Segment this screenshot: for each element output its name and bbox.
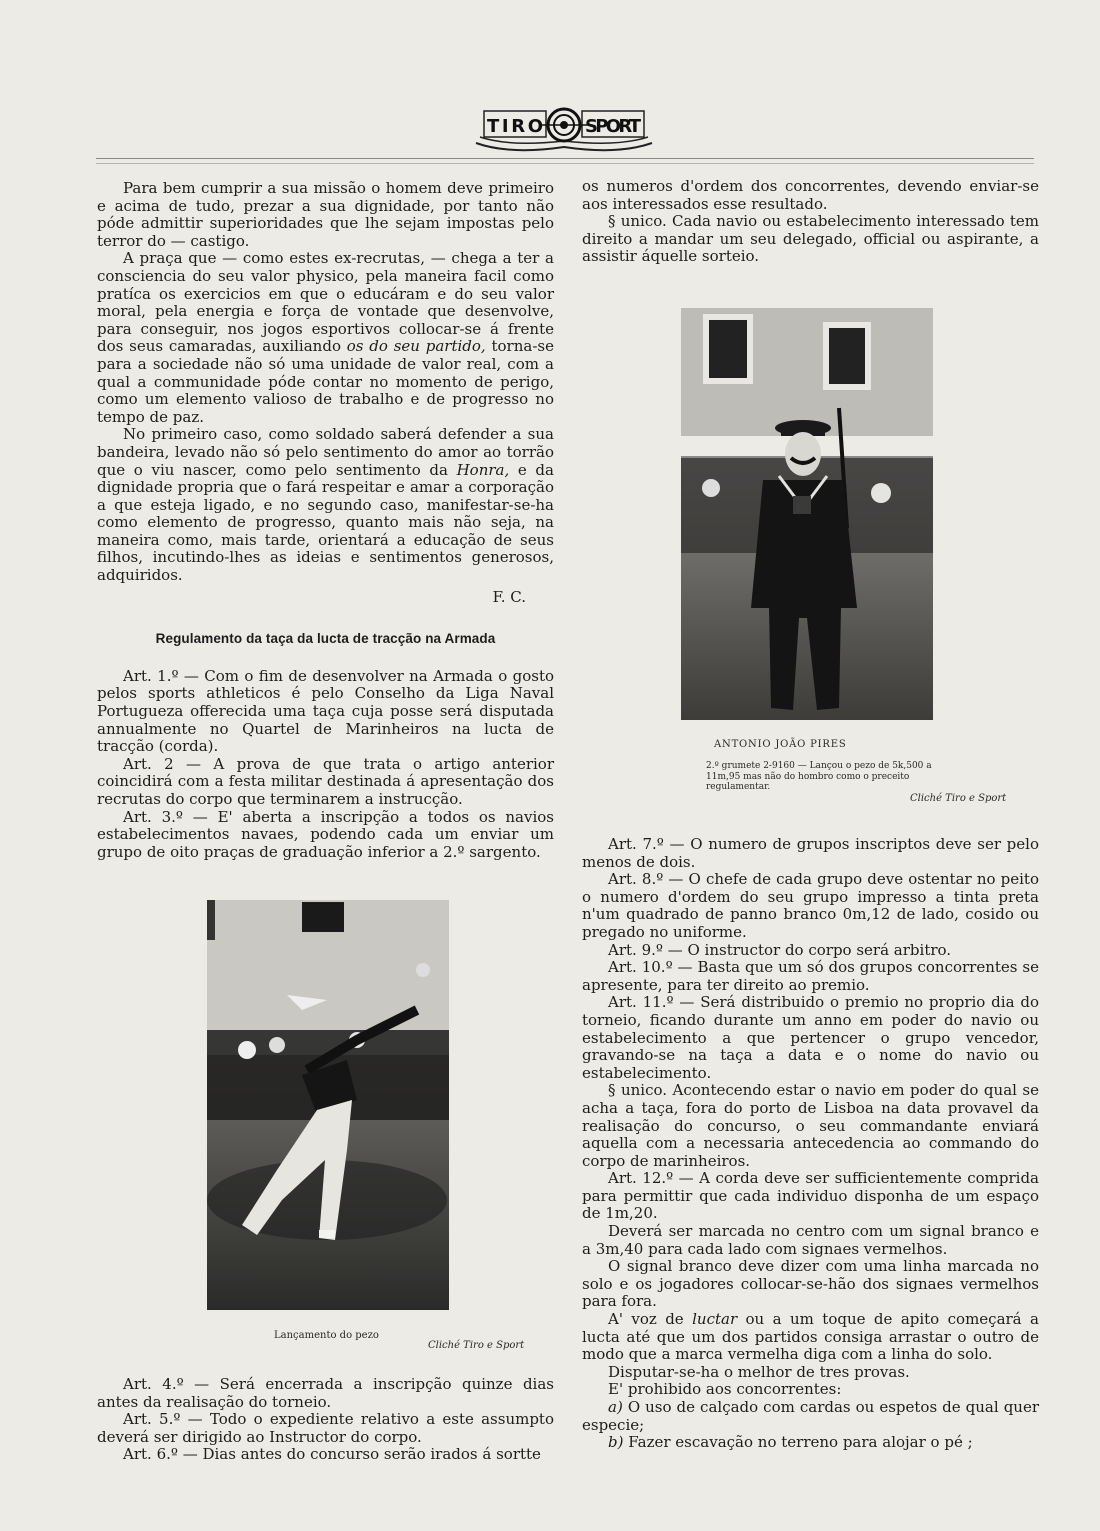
article: Art. 10.º — Basta que um só dos grupos concorrentes se apresente, para ter direito ao premio. [582,958,1039,994]
svg-text:SPORT: SPORT [585,116,641,137]
article: Art. 8.º — O chefe de cada grupo deve ostentar no peito o numero d'ordem do seu grupo impresso a tinta preta n'um quadrado de panno branco 0m,12 de lado, cosido ou pregado no uniforme. [582,870,1039,941]
paragraph: A' voz de luctar ou a um toque de apito começará a lucta até que um dos partidos consiga arrastar o outro de modo que a marca vermelha diga com a linha do solo. [582,1310,1039,1364]
photo-shot-put [207,900,449,1310]
paragraph: A praça que — como estes ex-recrutas, — chega a ter a consciencia do seu valor physico, pela maneira facil como pratíca os exercicios em que o educáram e do seu valor moral, pela energia e força de vontade que desenvolve, para conseguir, nos jogos esportivos collocar-se á frente dos seus camaradas, auxiliando os do seu partido, torna-se para a sociedade não só uma unidade de valor real, com a qual a communidade póde contar no momento de perigo, como um elemento valioso de trabalho e de progresso no tempo de paz. [97,249,554,426]
list-item: b) Fazer escavação no terreno para alojar o pé ; [608,1433,973,1452]
paragraph: Disputar-se-ha o melhor de tres provas. [608,1362,910,1381]
left-column-upper [97,180,554,861]
paragraph: § unico. Cada navio ou estabelecimento interessado tem direito a mandar um seu delegado, official ou aspirante, a assistir áquelle sorteio. [582,212,1039,266]
photo-credit: Cliché Tiro e Sport [910,793,1007,804]
photo-sailor [681,308,933,720]
article: Art. 9.º — O instructor do corpo será arbitro. [608,940,952,959]
left-column-lower [97,1376,554,1464]
paragraph: E' prohibido aos concorrentes: [608,1380,842,1399]
article: Art. 11.º — Será distribuido o premio no proprio dia do torneio, ficando durante um anno em poder do navio ou estabelecimento a que pertencer o grupo vencedor, gravando-se na taça a data e o nome do navio ou estabelecimento. [582,993,1039,1082]
article: Art. 1.º — Com o fim de desenvolver na Armada o gosto pelos sports athleticos é pelo Conselho da Liga Naval Portugueza offerecida uma taça cuja posse será disputada annualmente no Quartel de Marinheiros na lucta de tracção (corda). [97,666,554,756]
paragraph: os numeros d'ordem dos concorrentes, devendo enviar-se aos interessados esse resultado. [582,177,1039,213]
author-signature: F. C. [492,587,526,606]
article: Art. 2 — A prova de que trata o artigo anterior coincidirá com a festa militar destinada á apresentação dos recrutas do corpo que terminarem a instrucção. [97,754,554,808]
photo-credit: Cliché Tiro e Sport [428,1340,525,1351]
article: Art. 7.º — O numero de grupos inscriptos deve ser pelo menos de dois. [582,835,1039,871]
paragraph: Deverá ser marcada no centro com um signal branco e a 3m,40 para cada lado com signaes vermelhos. [582,1222,1039,1258]
right-column-lower [582,836,1039,1452]
photo-caption: 2.º grumete 2-9160 — Lançou o pezo de 5k,500 a 11m,95 mas não do hombro como o preceito regulamentar. [706,761,932,792]
right-column-upper [582,178,1039,266]
article: Art. 6.º — Dias antes do concurso serão irados á sortte [123,1445,541,1464]
paragraph: Para bem cumprir a sua missão o homem deve primeiro e acima de tudo, prezar a sua dignidade, por tanto não póde admittir superioridades que lhe sejam impostas pelo terror do — castigo. [97,179,554,250]
paragraph: O signal branco deve dizer com uma linha marcada no solo e os jogadores collocar-se-hão dos signaes vermelhos para fora. [582,1257,1039,1311]
article: Art. 12.º — A corda deve ser sufficientemente comprida para permittir que cada individuo disponha de um espaço de 1m,20. [582,1169,1039,1223]
masthead-title: TIRO [487,116,543,137]
paragraph: No primeiro caso, como soldado saberá defender a sua bandeira, levado não só pelo sentimento do amor ao torrão que o viu nascer, como pelo sentimento da Honra, e da dignidade propria que o fará respeitar e amar a corporação a que esteja ligado, e no segundo caso, manifestar-se-ha como elemento de progresso, quanto mais não seja, na maneira como, mais tarde, orientará a educação de seus filhos, incutindo-lhes as ideias e sentimentos generosos, adquiridos. [97,425,554,585]
paragraph: § unico. Acontecendo estar o navio em poder do qual se acha a taça, fora do porto de Lisboa na data provavel da realisação do concurso, o seu commandante enviará aquella com a necessaria antecedencia ao commando do corpo de marinheiros. [582,1081,1039,1170]
list-item: a) O uso de calçado com cardas ou espetos de qual quer especie; [582,1398,1039,1434]
header-rule-secondary [96,163,1034,164]
article: Art. 3.º — E' aberta a inscripção a todos os navios estabelecimentos navaes, podendo cada um enviar um grupo de oito praças de graduação inferior a 2.º sargento. [97,807,554,861]
header-rule [96,158,1034,159]
masthead-logo [470,103,658,155]
article: Art. 4.º — Será encerrada a inscripção quinze dias antes da realisação do torneio. [97,1375,554,1411]
article: Art. 5.º — Todo o expediente relativo a este assumpto deverá ser dirigido ao Instructor do corpo. [97,1410,554,1446]
photo-caption: Lançamento do pezo [274,1330,379,1341]
section-heading: Regulamento da taça da lucta de tracção na Armada [155,631,496,647]
photo-subject-name: ANTONIO JOÃO PIRES [714,739,847,750]
